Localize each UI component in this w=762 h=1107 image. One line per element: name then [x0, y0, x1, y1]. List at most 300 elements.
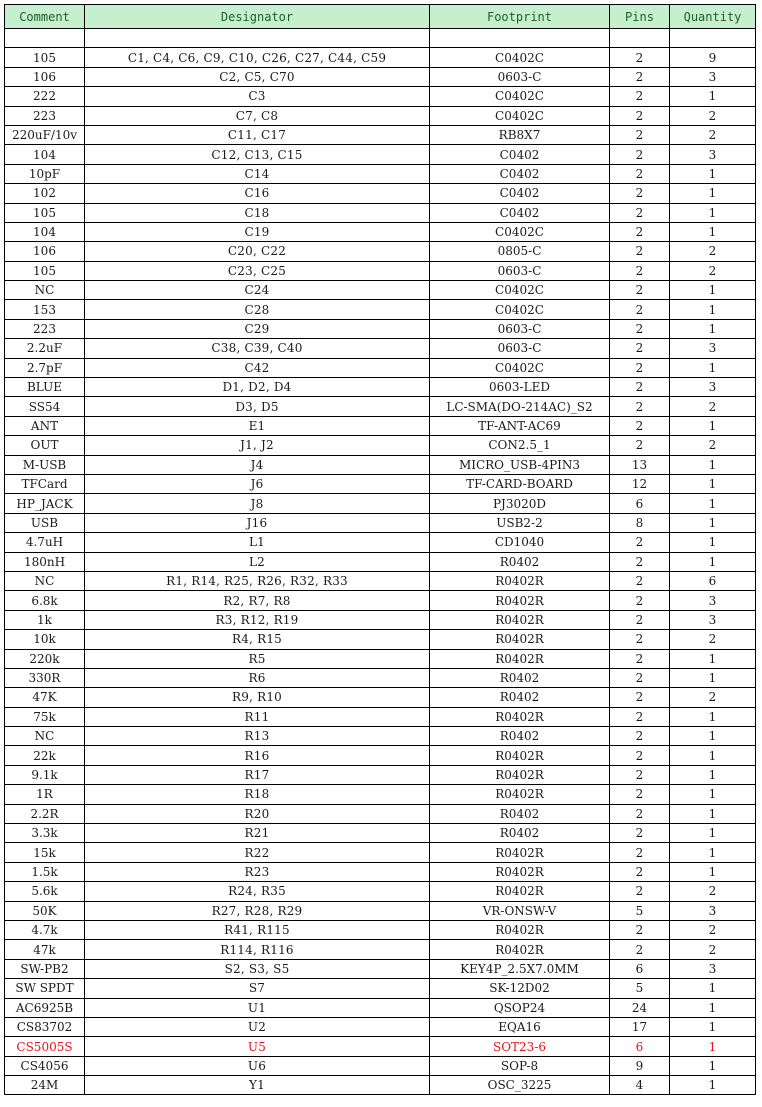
table-row[interactable]	[5, 959, 756, 978]
table-row[interactable]	[5, 436, 756, 455]
cell-quantity: 1	[670, 281, 756, 300]
table-row[interactable]	[5, 862, 756, 881]
cell-designator: U2	[85, 1017, 430, 1036]
cell-designator: R9, R10	[85, 688, 430, 707]
table-row[interactable]	[5, 920, 756, 939]
cell-footprint: R0402R	[430, 591, 610, 610]
cell-quantity: 1	[670, 668, 756, 687]
cell-pins: 2	[610, 397, 670, 416]
cell-quantity: 3	[670, 610, 756, 629]
table-row[interactable]	[5, 145, 756, 164]
cell-pins: 24	[610, 998, 670, 1017]
cell-quantity: 2	[670, 688, 756, 707]
cell-footprint: C0402	[430, 145, 610, 164]
cell-footprint: R0402R	[430, 940, 610, 959]
cell-comment: 180nH	[5, 552, 85, 571]
table-row[interactable]	[5, 513, 756, 532]
cell-quantity: 3	[670, 145, 756, 164]
cell-comment: 330R	[5, 668, 85, 687]
cell-designator: R1, R14, R25, R26, R32, R33	[85, 571, 430, 590]
cell-comment: 47K	[5, 688, 85, 707]
cell-designator: C11, C17	[85, 125, 430, 144]
cell-designator	[85, 29, 430, 48]
cell-quantity: 3	[670, 378, 756, 397]
table-row[interactable]	[5, 882, 756, 901]
cell-footprint: R0402	[430, 552, 610, 571]
cell-quantity: 1	[670, 203, 756, 222]
cell-quantity: 1	[670, 358, 756, 377]
cell-pins: 2	[610, 591, 670, 610]
cell-designator: E1	[85, 416, 430, 435]
cell-pins: 2	[610, 106, 670, 125]
cell-footprint: C0402C	[430, 281, 610, 300]
table-row[interactable]	[5, 552, 756, 571]
cell-comment: 102	[5, 184, 85, 203]
cell-footprint: C0402C	[430, 358, 610, 377]
cell-pins: 2	[610, 67, 670, 86]
cell-quantity: 1	[670, 416, 756, 435]
table-row[interactable]	[5, 222, 756, 241]
cell-pins: 2	[610, 145, 670, 164]
cell-quantity: 1	[670, 87, 756, 106]
cell-pins: 2	[610, 203, 670, 222]
cell-quantity: 2	[670, 397, 756, 416]
bom-table	[4, 4, 756, 1095]
table-row[interactable]	[5, 261, 756, 280]
cell-footprint: USB2-2	[430, 513, 610, 532]
cell-comment: 10k	[5, 630, 85, 649]
cell-designator: R4, R15	[85, 630, 430, 649]
cell-comment: CS4056	[5, 1056, 85, 1075]
cell-designator: U1	[85, 998, 430, 1017]
cell-designator: L2	[85, 552, 430, 571]
cell-designator: R114, R116	[85, 940, 430, 959]
cell-pins: 2	[610, 552, 670, 571]
cell-designator: R20	[85, 804, 430, 823]
table-row[interactable]	[5, 29, 756, 48]
cell-quantity: 3	[670, 591, 756, 610]
table-row[interactable]	[5, 707, 756, 726]
table-row[interactable]	[5, 727, 756, 746]
cell-designator: R23	[85, 862, 430, 881]
cell-quantity: 2	[670, 242, 756, 261]
header-row	[5, 5, 756, 29]
cell-pins: 2	[610, 707, 670, 726]
cell-footprint: 0805-C	[430, 242, 610, 261]
cell-quantity: 9	[670, 48, 756, 67]
cell-quantity: 1	[670, 824, 756, 843]
table-row[interactable]	[5, 67, 756, 86]
cell-quantity: 1	[670, 843, 756, 862]
cell-comment: 220k	[5, 649, 85, 668]
cell-designator: C12, C13, C15	[85, 145, 430, 164]
cell-footprint: R0402R	[430, 765, 610, 784]
cell-pins: 6	[610, 494, 670, 513]
cell-footprint: QSOP24	[430, 998, 610, 1017]
cell-comment: HP_JACK	[5, 494, 85, 513]
cell-quantity: 1	[670, 494, 756, 513]
cell-comment: 104	[5, 222, 85, 241]
cell-footprint: 0603-C	[430, 339, 610, 358]
cell-comment: TFCard	[5, 474, 85, 493]
cell-quantity: 1	[670, 1076, 756, 1095]
cell-designator: S7	[85, 979, 430, 998]
cell-pins: 2	[610, 436, 670, 455]
header-quantity[interactable]: Quantity	[670, 5, 756, 29]
cell-footprint: R0402	[430, 688, 610, 707]
table-row[interactable]	[5, 48, 756, 67]
cell-footprint: R0402R	[430, 785, 610, 804]
cell-footprint: R0402R	[430, 571, 610, 590]
cell-quantity: 1	[670, 649, 756, 668]
table-row[interactable]	[5, 533, 756, 552]
cell-quantity: 2	[670, 630, 756, 649]
cell-pins: 5	[610, 901, 670, 920]
cell-pins: 2	[610, 164, 670, 183]
cell-comment: 153	[5, 300, 85, 319]
table-row[interactable]	[5, 494, 756, 513]
table-row[interactable]	[5, 300, 756, 319]
cell-quantity: 1	[670, 707, 756, 726]
cell-pins: 2	[610, 649, 670, 668]
cell-footprint: R0402R	[430, 920, 610, 939]
cell-designator: D3, D5	[85, 397, 430, 416]
table-row[interactable]	[5, 106, 756, 125]
cell-designator: Y1	[85, 1076, 430, 1095]
table-row[interactable]	[5, 378, 756, 397]
table-row[interactable]	[5, 319, 756, 338]
table-row[interactable]	[5, 1017, 756, 1036]
table-row[interactable]	[5, 125, 756, 144]
cell-designator: U5	[85, 1037, 430, 1056]
cell-pins: 4	[610, 1076, 670, 1095]
cell-footprint: C0402C	[430, 48, 610, 67]
cell-pins: 2	[610, 824, 670, 843]
cell-quantity	[670, 29, 756, 48]
cell-footprint: VR-ONSW-V	[430, 901, 610, 920]
cell-quantity: 1	[670, 474, 756, 493]
cell-quantity: 1	[670, 1017, 756, 1036]
cell-quantity: 1	[670, 746, 756, 765]
table-row[interactable]	[5, 630, 756, 649]
cell-pins: 2	[610, 785, 670, 804]
cell-pins: 2	[610, 358, 670, 377]
cell-designator: C24	[85, 281, 430, 300]
table-row[interactable]	[5, 998, 756, 1017]
cell-footprint: R0402R	[430, 882, 610, 901]
cell-designator: S2, S3, S5	[85, 959, 430, 978]
cell-comment: 105	[5, 48, 85, 67]
cell-pins: 2	[610, 630, 670, 649]
table-row[interactable]	[5, 358, 756, 377]
cell-quantity: 1	[670, 300, 756, 319]
cell-designator: J4	[85, 455, 430, 474]
cell-footprint: C0402C	[430, 222, 610, 241]
table-row[interactable]	[5, 668, 756, 687]
cell-quantity: 2	[670, 882, 756, 901]
cell-comment: SW-PB2	[5, 959, 85, 978]
table-row[interactable]	[5, 610, 756, 629]
cell-footprint: C0402C	[430, 300, 610, 319]
cell-designator: R2, R7, R8	[85, 591, 430, 610]
table-row[interactable]	[5, 474, 756, 493]
cell-designator: C14	[85, 164, 430, 183]
table-row[interactable]	[5, 979, 756, 998]
cell-comment: 223	[5, 106, 85, 125]
cell-designator: R16	[85, 746, 430, 765]
cell-comment: 6.8k	[5, 591, 85, 610]
cell-comment: 2.2R	[5, 804, 85, 823]
cell-pins: 2	[610, 378, 670, 397]
table-row[interactable]	[5, 339, 756, 358]
cell-designator: R5	[85, 649, 430, 668]
cell-pins: 2	[610, 242, 670, 261]
cell-footprint	[430, 29, 610, 48]
table-row[interactable]	[5, 785, 756, 804]
table-row[interactable]	[5, 281, 756, 300]
cell-comment: 47k	[5, 940, 85, 959]
cell-designator: D1, D2, D4	[85, 378, 430, 397]
cell-designator: C42	[85, 358, 430, 377]
cell-pins: 2	[610, 125, 670, 144]
cell-footprint: C0402C	[430, 87, 610, 106]
cell-comment: AC6925B	[5, 998, 85, 1017]
cell-comment: 104	[5, 145, 85, 164]
cell-quantity: 2	[670, 436, 756, 455]
cell-footprint: SOT23-6	[430, 1037, 610, 1056]
cell-quantity: 2	[670, 940, 756, 959]
table-body	[5, 29, 756, 1095]
cell-comment: 9.1k	[5, 765, 85, 784]
cell-comment: 106	[5, 67, 85, 86]
cell-designator: R18	[85, 785, 430, 804]
table-row[interactable]	[5, 455, 756, 474]
cell-comment: 22k	[5, 746, 85, 765]
cell-comment: 1k	[5, 610, 85, 629]
cell-quantity: 1	[670, 455, 756, 474]
cell-pins: 2	[610, 920, 670, 939]
cell-footprint: CD1040	[430, 533, 610, 552]
cell-footprint: SK-12D02	[430, 979, 610, 998]
cell-designator: C3	[85, 87, 430, 106]
cell-footprint: C0402	[430, 203, 610, 222]
table-row[interactable]	[5, 804, 756, 823]
cell-footprint: R0402R	[430, 843, 610, 862]
table-row[interactable]	[5, 1056, 756, 1075]
cell-pins: 2	[610, 48, 670, 67]
cell-footprint: TF-CARD-BOARD	[430, 474, 610, 493]
cell-footprint: C0402	[430, 164, 610, 183]
cell-pins: 2	[610, 261, 670, 280]
table-row[interactable]	[5, 649, 756, 668]
cell-comment: 2.2uF	[5, 339, 85, 358]
cell-comment: 15k	[5, 843, 85, 862]
cell-footprint: R0402	[430, 824, 610, 843]
cell-designator: C2, C5, C70	[85, 67, 430, 86]
cell-pins	[610, 29, 670, 48]
cell-designator: C28	[85, 300, 430, 319]
cell-quantity: 3	[670, 959, 756, 978]
cell-comment: NC	[5, 281, 85, 300]
cell-footprint: 0603-C	[430, 67, 610, 86]
cell-pins: 2	[610, 804, 670, 823]
cell-footprint: SOP-8	[430, 1056, 610, 1075]
cell-pins: 6	[610, 1037, 670, 1056]
header-pins[interactable]: Pins	[610, 5, 670, 29]
cell-pins: 9	[610, 1056, 670, 1075]
table-row[interactable]	[5, 416, 756, 435]
table-row[interactable]	[5, 1076, 756, 1095]
cell-comment: NC	[5, 571, 85, 590]
cell-quantity: 1	[670, 998, 756, 1017]
cell-pins: 2	[610, 416, 670, 435]
table-row[interactable]	[5, 184, 756, 203]
cell-designator: R24, R35	[85, 882, 430, 901]
cell-designator: R6	[85, 668, 430, 687]
cell-comment: 106	[5, 242, 85, 261]
cell-designator: R13	[85, 727, 430, 746]
cell-pins: 2	[610, 571, 670, 590]
cell-footprint: C0402C	[430, 106, 610, 125]
table-row[interactable]	[5, 164, 756, 183]
cell-footprint: R0402R	[430, 746, 610, 765]
cell-comment: 105	[5, 203, 85, 222]
table-row[interactable]	[5, 765, 756, 784]
cell-designator: R27, R28, R29	[85, 901, 430, 920]
cell-pins: 2	[610, 184, 670, 203]
cell-quantity: 1	[670, 533, 756, 552]
cell-pins: 13	[610, 455, 670, 474]
cell-pins: 2	[610, 300, 670, 319]
cell-footprint: EQA16	[430, 1017, 610, 1036]
cell-comment: SW SPDT	[5, 979, 85, 998]
cell-footprint: C0402	[430, 184, 610, 203]
table-row[interactable]	[5, 901, 756, 920]
cell-quantity: 1	[670, 552, 756, 571]
cell-quantity: 1	[670, 1037, 756, 1056]
cell-designator: L1	[85, 533, 430, 552]
cell-comment: 220uF/10v	[5, 125, 85, 144]
table-row[interactable]	[5, 940, 756, 959]
cell-quantity: 6	[670, 571, 756, 590]
header-comment[interactable]: Comment	[5, 5, 85, 29]
cell-footprint: R0402	[430, 804, 610, 823]
cell-comment: SS54	[5, 397, 85, 416]
table-row[interactable]	[5, 843, 756, 862]
cell-comment: 223	[5, 319, 85, 338]
header-designator[interactable]: Designator	[85, 5, 430, 29]
table-row[interactable]	[5, 824, 756, 843]
table-row[interactable]	[5, 203, 756, 222]
table-row[interactable]	[5, 571, 756, 590]
cell-pins: 2	[610, 222, 670, 241]
cell-footprint: 0603-C	[430, 261, 610, 280]
cell-designator: C19	[85, 222, 430, 241]
cell-quantity: 3	[670, 339, 756, 358]
cell-pins: 2	[610, 765, 670, 784]
cell-quantity: 1	[670, 1056, 756, 1075]
cell-comment: 75k	[5, 707, 85, 726]
cell-designator: R11	[85, 707, 430, 726]
table-header	[5, 5, 756, 29]
cell-quantity: 2	[670, 261, 756, 280]
cell-comment: CS83702	[5, 1017, 85, 1036]
cell-designator: C18	[85, 203, 430, 222]
table-row[interactable]	[5, 591, 756, 610]
cell-pins: 2	[610, 339, 670, 358]
cell-pins: 2	[610, 87, 670, 106]
cell-designator: J16	[85, 513, 430, 532]
cell-footprint: PJ3020D	[430, 494, 610, 513]
cell-designator: C38, C39, C40	[85, 339, 430, 358]
cell-designator: C29	[85, 319, 430, 338]
table-row[interactable]	[5, 688, 756, 707]
cell-comment: 50K	[5, 901, 85, 920]
cell-quantity: 3	[670, 67, 756, 86]
cell-quantity: 1	[670, 164, 756, 183]
cell-footprint: MICRO_USB-4PIN3	[430, 455, 610, 474]
cell-pins: 2	[610, 843, 670, 862]
header-footprint[interactable]: Footprint	[430, 5, 610, 29]
cell-footprint: R0402R	[430, 630, 610, 649]
cell-comment: 10pF	[5, 164, 85, 183]
cell-designator: R21	[85, 824, 430, 843]
cell-comment: 4.7k	[5, 920, 85, 939]
cell-designator: J1, J2	[85, 436, 430, 455]
cell-footprint: R0402R	[430, 610, 610, 629]
table-row[interactable]	[5, 397, 756, 416]
cell-quantity: 1	[670, 979, 756, 998]
cell-designator: J8	[85, 494, 430, 513]
cell-quantity: 1	[670, 727, 756, 746]
cell-footprint: 0603-C	[430, 319, 610, 338]
cell-pins: 12	[610, 474, 670, 493]
cell-pins: 8	[610, 513, 670, 532]
cell-comment: 1.5k	[5, 862, 85, 881]
table-row[interactable]	[5, 746, 756, 765]
table-row[interactable]	[5, 242, 756, 261]
cell-pins: 2	[610, 746, 670, 765]
cell-comment: 1R	[5, 785, 85, 804]
cell-footprint: TF-ANT-AC69	[430, 416, 610, 435]
cell-designator: C7, C8	[85, 106, 430, 125]
cell-quantity: 1	[670, 319, 756, 338]
cell-pins: 2	[610, 862, 670, 881]
cell-footprint: R0402	[430, 727, 610, 746]
cell-designator: J6	[85, 474, 430, 493]
cell-comment: 5.6k	[5, 882, 85, 901]
cell-quantity: 1	[670, 862, 756, 881]
cell-comment: OUT	[5, 436, 85, 455]
cell-comment: 105	[5, 261, 85, 280]
cell-pins: 2	[610, 533, 670, 552]
cell-comment: USB	[5, 513, 85, 532]
cell-footprint: R0402R	[430, 707, 610, 726]
cell-comment: 4.7uH	[5, 533, 85, 552]
cell-comment	[5, 29, 85, 48]
cell-quantity: 2	[670, 106, 756, 125]
cell-quantity: 1	[670, 513, 756, 532]
cell-designator: R17	[85, 765, 430, 784]
cell-pins: 2	[610, 281, 670, 300]
table-row[interactable]	[5, 87, 756, 106]
cell-footprint: R0402R	[430, 862, 610, 881]
cell-comment: 222	[5, 87, 85, 106]
cell-designator: C23, C25	[85, 261, 430, 280]
cell-comment: NC	[5, 727, 85, 746]
cell-quantity: 1	[670, 222, 756, 241]
table-row[interactable]	[5, 1037, 756, 1056]
